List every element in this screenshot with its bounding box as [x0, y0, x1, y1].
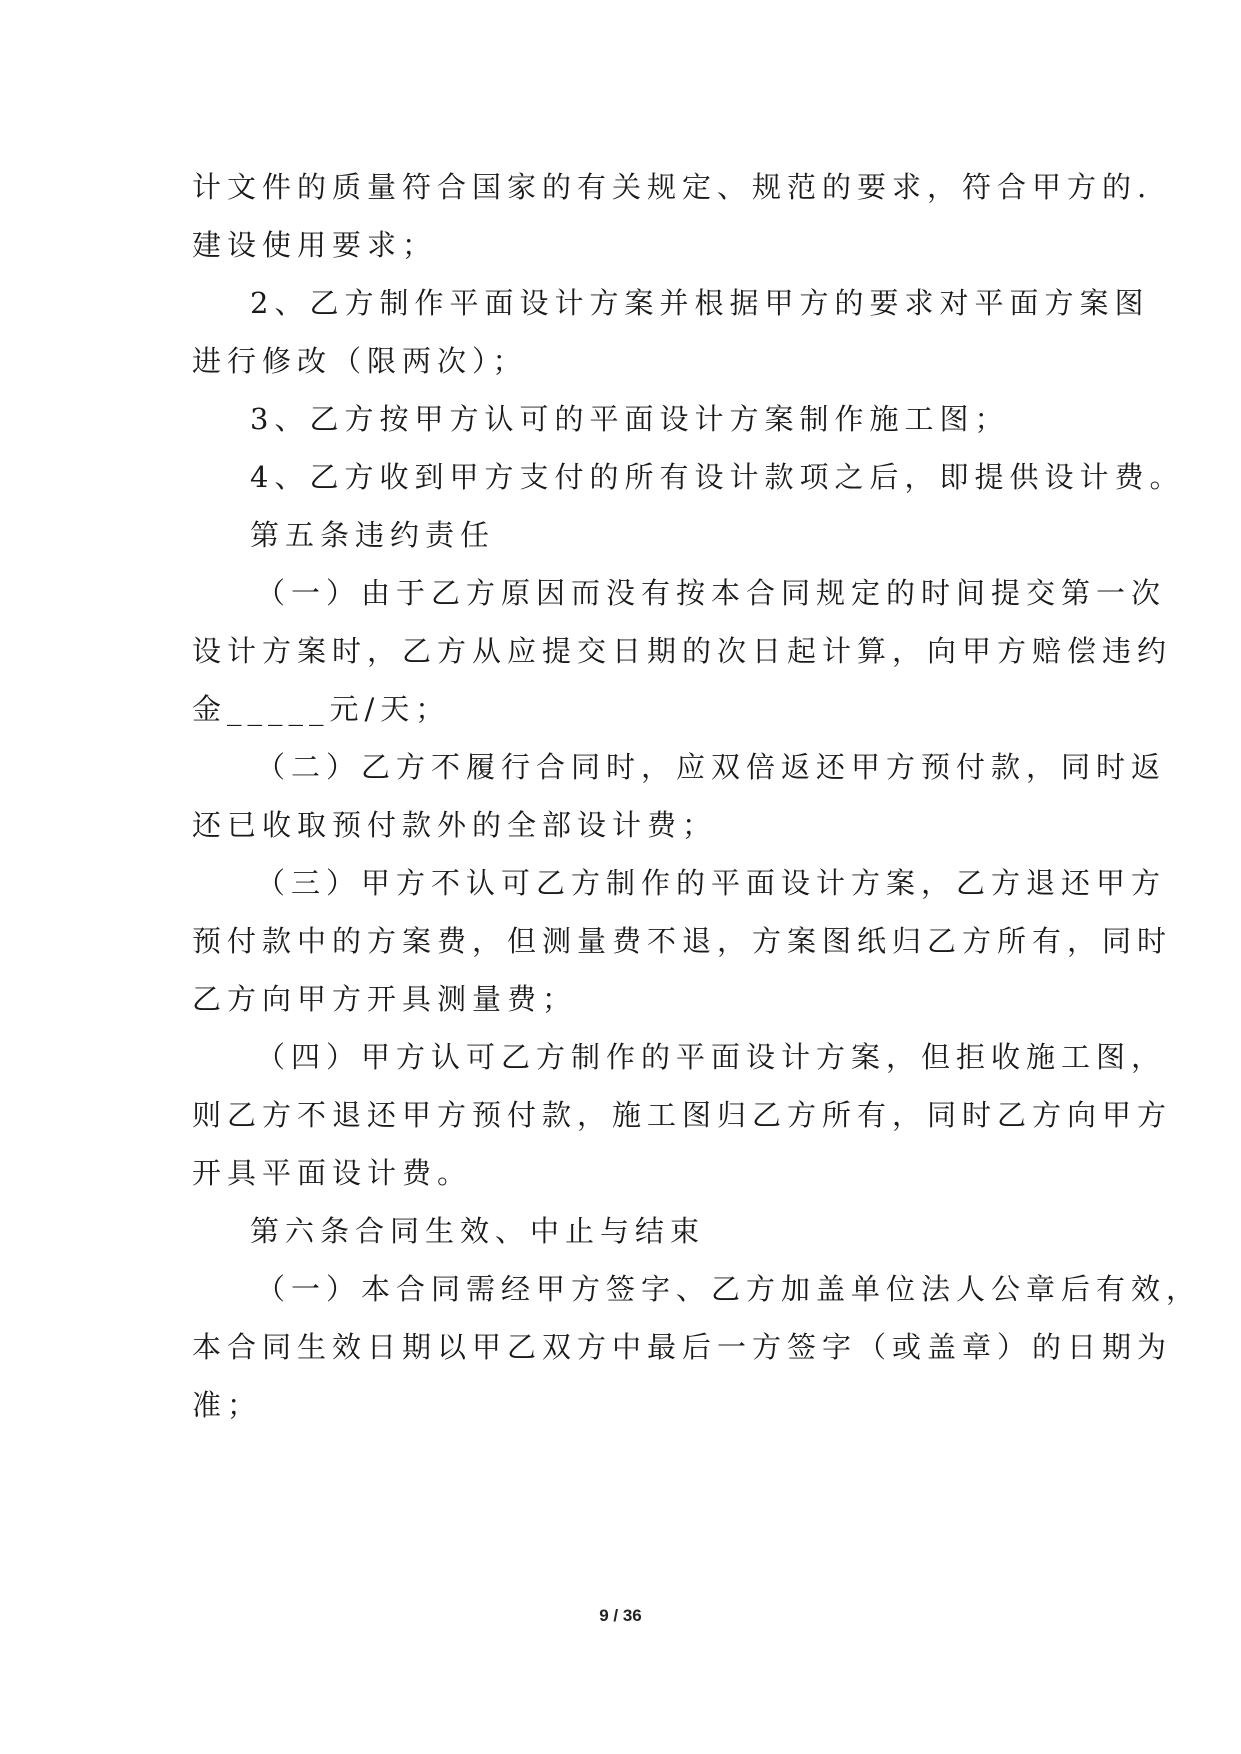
paragraph-line: 本合同生效日期以甲乙双方中最后一方签字（或盖章）的日期为 [192, 1330, 1173, 1364]
paragraph-line: 开具平面设计费。 [192, 1156, 473, 1190]
paragraph-line: （四）甲方认可乙方制作的平面设计方案，但拒收施工图， [256, 1040, 1167, 1074]
paragraph-line: （三）甲方不认可乙方制作的平面设计方案，乙方退还甲方 [256, 866, 1167, 900]
paragraph-line: 建设使用要求； [192, 228, 438, 262]
paragraph-line: （一）由于乙方原因而没有按本合同规定的时间提交第一次 [256, 576, 1167, 610]
paragraph-line: 4、乙方收到甲方支付的所有设计款项之后，即提供设计费。 [250, 460, 1185, 494]
paragraph-line: 2、乙方制作平面设计方案并根据甲方的要求对平面方案图 [250, 286, 1150, 320]
page-number: 9 / 36 [599, 1606, 642, 1625]
paragraph-line: （二）乙方不履行合同时，应双倍返还甲方预付款，同时返 [256, 750, 1167, 784]
paragraph-line: （一）本合同需经甲方签字、乙方加盖单位法人公章后有效， [256, 1272, 1202, 1306]
paragraph-line: 还已收取预付款外的全部设计费； [192, 808, 718, 842]
paragraph-line: 进行修改（限两次）； [192, 344, 528, 378]
paragraph-line: 3、乙方按甲方认可的平面设计方案制作施工图； [250, 402, 1010, 436]
section-heading: 第六条合同生效、中止与结束 [250, 1214, 706, 1248]
paragraph-line: 设计方案时，乙方从应提交日期的次日起计算，向甲方赔偿违约 [192, 634, 1173, 668]
paragraph-line: 预付款中的方案费，但测量费不退，方案图纸归乙方所有，同时 [192, 924, 1173, 958]
document-body [192, 158, 1202, 1434]
paragraph-line: 准； [192, 1388, 263, 1422]
section-heading: 第五条违约责任 [250, 518, 496, 552]
paragraph-line: 金_____元/天； [192, 692, 451, 726]
paragraph-line: 乙方向甲方开具测量费； [192, 982, 578, 1016]
paragraph-line: 计文件的质量符合国家的有关规定、规范的要求，符合甲方的. [192, 170, 1153, 204]
paragraph-line: 则乙方不退还甲方预付款，施工图归乙方所有，同时乙方向甲方 [192, 1098, 1173, 1132]
